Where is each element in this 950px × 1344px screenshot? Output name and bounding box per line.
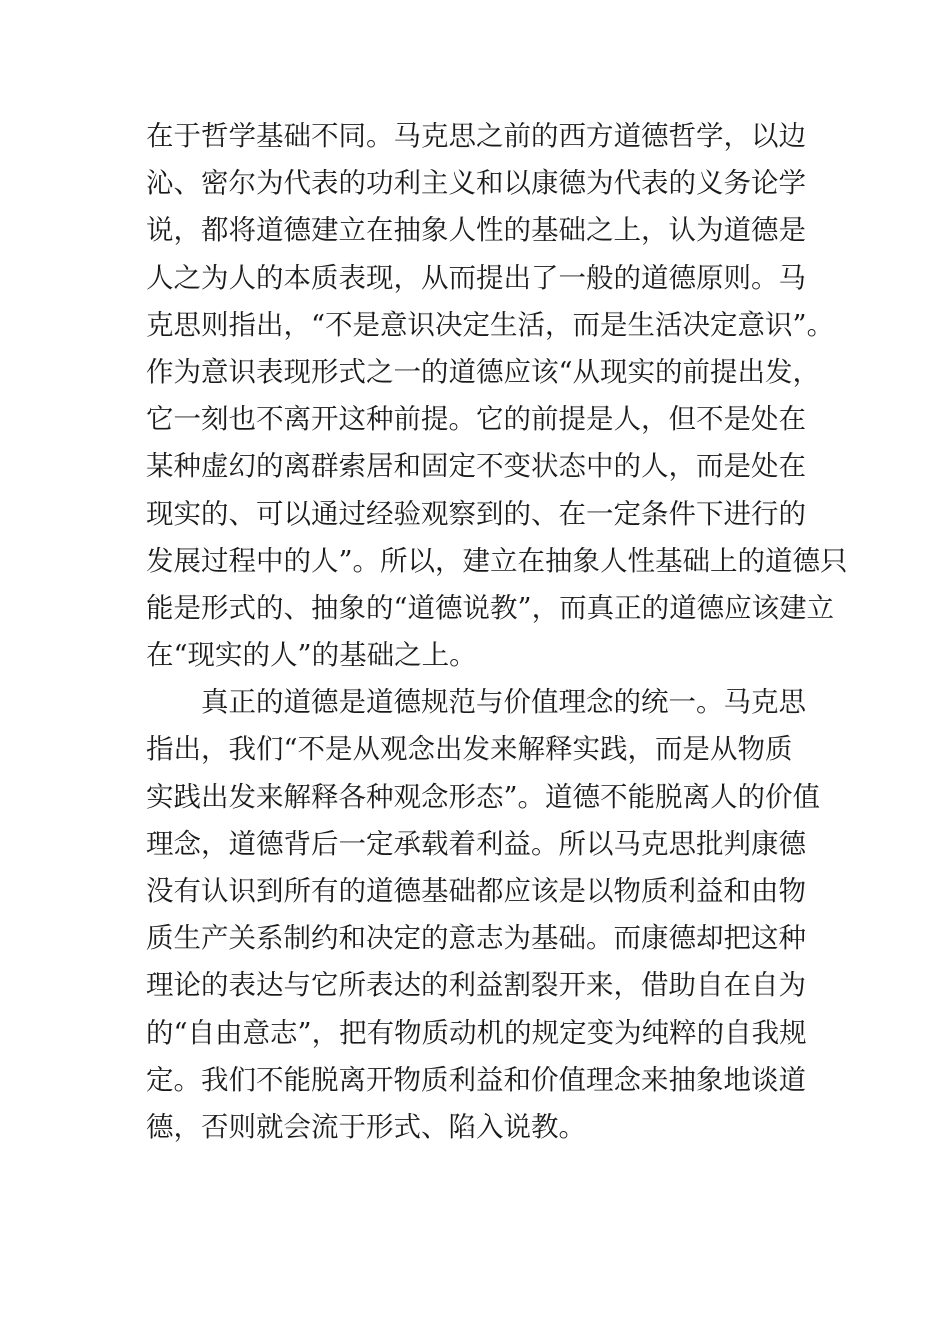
paragraph-1: [146, 113, 848, 679]
text-line: 在“现实的人”的基础之上。: [146, 639, 477, 672]
body-text: [146, 113, 848, 1151]
text-line: 理论的表达与它所表达的利益割裂开来，借助自在自为: [146, 969, 806, 1002]
text-line: 说，都将道德建立在抽象人性的基础之上，认为道德是: [146, 214, 806, 247]
text-line: 能是形式的、抽象的“道德说教”，而真正的道德应该建立: [146, 591, 835, 624]
text-line: 现实的、可以通过经验观察到的、在一定条件下进行的: [146, 497, 806, 530]
text-line: 沁、密尔为代表的功利主义和以康德为代表的义务论学: [146, 167, 806, 200]
text-line: 定。我们不能脱离开物质利益和价值理念来抽象地谈道: [146, 1063, 806, 1096]
text-line: 德，否则就会流于形式、陷入说教。: [146, 1110, 586, 1143]
text-line: 的“自由意志”，把有物质动机的规定变为纯粹的自我规: [146, 1016, 807, 1049]
text-line: 某种虚幻的离群索居和固定不变状态中的人，而是处在: [146, 450, 806, 483]
text-line: 人之为人的本质表现，从而提出了一般的道德原则。马: [146, 261, 806, 294]
paragraph-2: [146, 679, 821, 1151]
text-line: 实践出发来解释各种观念形态”。道德不能脱离人的价值: [146, 780, 821, 813]
text-line: 没有认识到所有的道德基础都应该是以物质利益和由物: [146, 875, 806, 907]
text-line: 在于哲学基础不同。马克思之前的西方道德哲学，以边: [146, 120, 806, 152]
text-line: 作为意识表现形式之一的道德应该“从现实的前提出发，: [146, 355, 821, 388]
text-line: 克思则指出，“不是意识决定生活，而是生活决定意识”。: [146, 308, 835, 341]
text-line: 它一刻也不离开这种前提。它的前提是人，但不是处在: [146, 403, 806, 436]
text-line: 指出，我们“不是从观念出发来解释实践，而是从物质: [146, 733, 793, 766]
text-line: 质生产关系制约和决定的意志为基础。而康德却把这种: [146, 922, 806, 955]
text-line: 理念，道德背后一定承载着利益。所以马克思批判康德: [146, 827, 806, 860]
text-line: 发展过程中的人”。所以，建立在抽象人性基础上的道德只: [146, 544, 848, 577]
text-line: 真正的道德是道德规范与价值理念的统一。马克思: [201, 686, 806, 719]
